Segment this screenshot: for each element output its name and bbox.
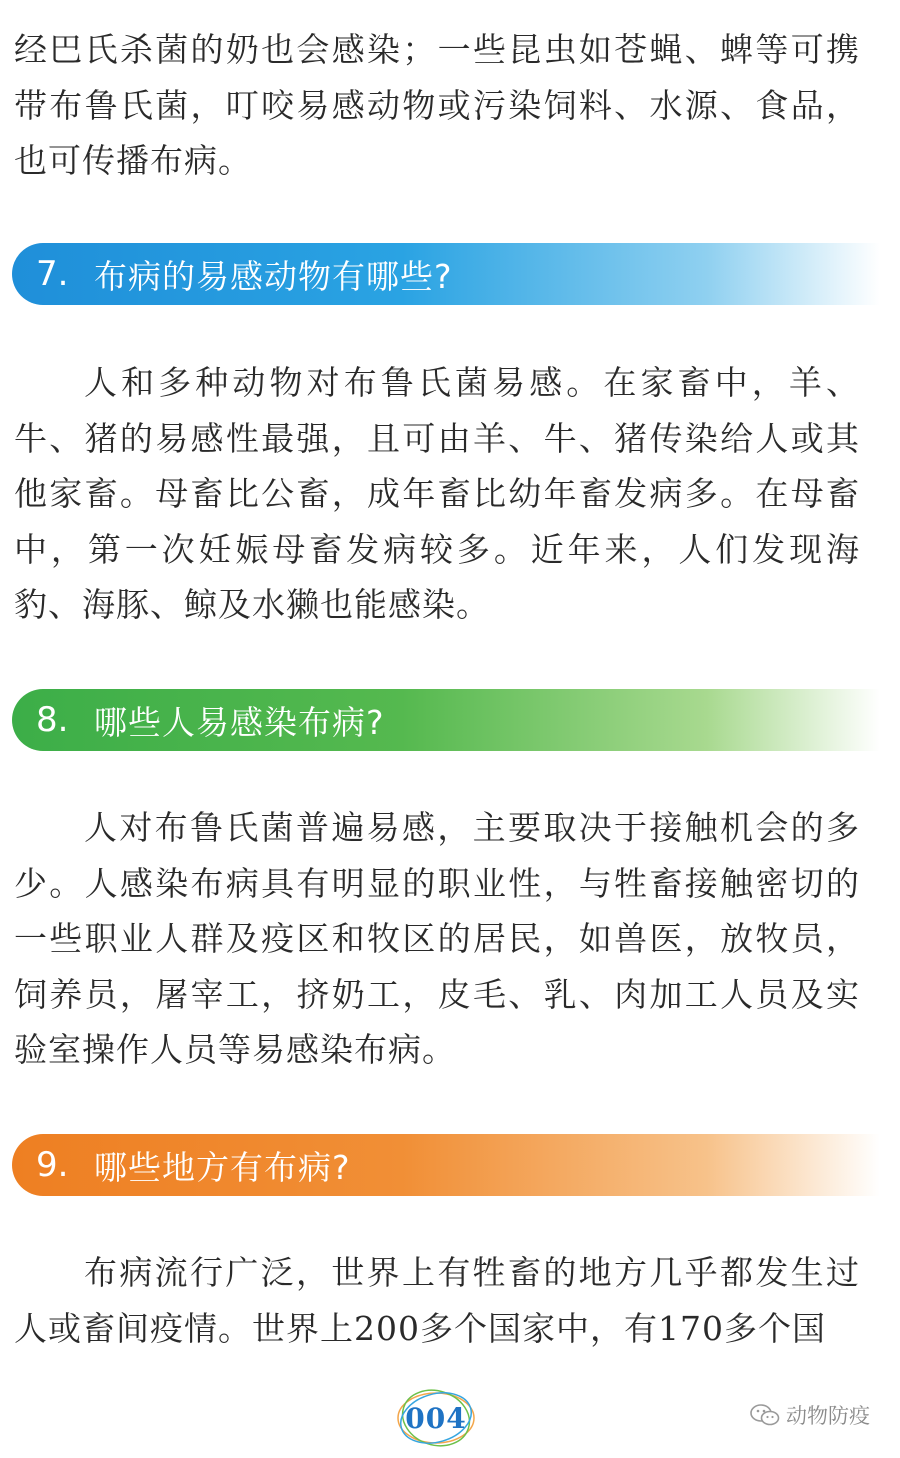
watermark-text: 动物防疫 — [786, 1404, 870, 1428]
heading-title: 哪些人易感染布病? — [94, 702, 385, 742]
page-number — [393, 1388, 479, 1448]
heading-title: 布病的易感动物有哪些? — [94, 256, 453, 296]
page-number-text: 004 — [405, 1401, 467, 1435]
paragraph-text: 人对布鲁氏菌普遍易感，主要取决于接触机会的多少。人感染布病具有明显的职业性，与牲畜接触密切的一些职业人群及疫区和牧区的居民，如兽医，放牧员，饲养员，屠宰工，挤奶工，皮毛、乳、肉加工人员及实验室操作人员等易感染布病。 — [14, 808, 860, 1069]
paragraph-text: 人和多种动物对布鲁氏菌易感。在家畜中，羊、牛、猪的易感性最强，且可由羊、牛、猪传染给人或其他家畜。母畜比公畜，成年畜比幼年畜发病多。在母畜中，第一次妊娠母畜发病较多。近年来，人们发现海豹、海豚、鲸及水獭也能感染。 — [14, 363, 860, 624]
watermark — [750, 1400, 870, 1430]
heading-number: 7. — [36, 254, 69, 294]
heading-number: 8. — [36, 700, 69, 740]
paragraph-text: 经巴氏杀菌的奶也会感染；一些昆虫如苍蝇、蜱等可携带布鲁氏菌，叮咬易感动物或污染饲料、水源、食品，也可传播布病。 — [14, 30, 860, 180]
section-heading-9 — [12, 1134, 880, 1196]
paragraph-text: 布病流行广泛，世界上有牲畜的地方几乎都发生过人或畜间疫情。世界上200多个国家中，有170多个国 — [14, 1253, 860, 1348]
section-heading-7 — [12, 243, 880, 305]
section-heading-8 — [12, 689, 880, 751]
wechat-icon — [750, 1403, 780, 1427]
heading-number: 9. — [36, 1145, 69, 1185]
heading-title: 哪些地方有布病? — [94, 1147, 351, 1187]
